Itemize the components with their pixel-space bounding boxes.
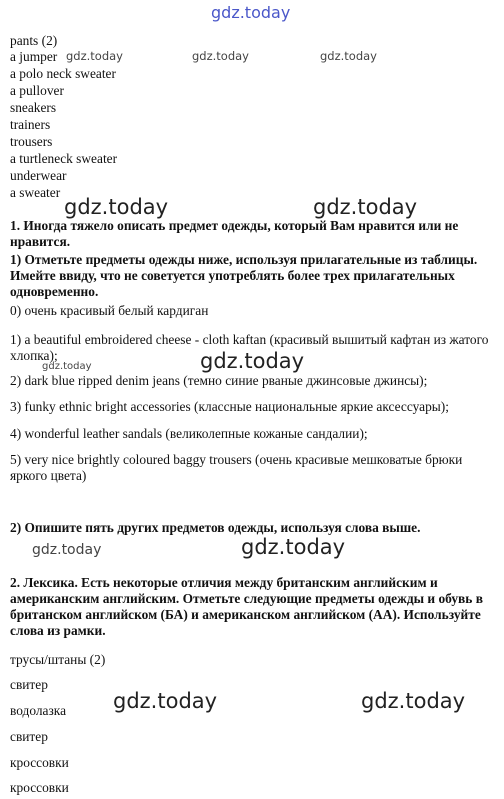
task2-item: свитер: [10, 677, 48, 692]
list-item: a turtleneck sweater: [10, 151, 118, 166]
watermark-large: gdz.today: [113, 689, 218, 713]
watermark-large: gdz.today: [313, 195, 418, 219]
watermark-large: gdz.today: [241, 535, 346, 559]
watermark-small: gdz.today: [66, 49, 123, 63]
task1-item: 1) a beautiful embroidered cheese - cloth kaftan (красивый вышитый кафтан из жатого хлопка);: [10, 332, 489, 363]
list-item: a jumper: [10, 49, 58, 64]
task2-item: кроссовки: [10, 755, 69, 770]
watermark-large: gdz.today: [64, 195, 169, 219]
task1-item: 2) dark blue ripped denim jeans (темно синие рваные джинсовые джинсы);: [10, 373, 428, 388]
watermark-large: gdz.today: [200, 349, 305, 373]
task2-item: кроссовки: [10, 780, 69, 795]
list-item: trainers: [10, 117, 51, 132]
watermark-small: gdz.today: [32, 542, 102, 558]
watermark-tiny: gdz.today: [42, 361, 92, 372]
list-item: sneakers: [10, 100, 57, 115]
watermark-small: gdz.today: [192, 49, 249, 63]
list-item: a pullover: [10, 83, 64, 98]
task2-item: трусы/штаны (2): [10, 652, 106, 667]
task1-item: 3) funky ethnic bright accessories (классные национальные яркие аксессуары);: [10, 399, 449, 414]
task1-sub2-heading: 2) Опишите пять других предметов одежды, используя слова выше.: [10, 520, 421, 535]
list-item: a polo neck sweater: [10, 66, 116, 81]
task2-item: свитер: [10, 729, 48, 744]
task1-example: 0) очень красивый белый кардиган: [10, 303, 209, 318]
task1-sub1-heading: 1) Отметьте предметы одежды ниже, используя прилагательные из таблицы. Имейте ввиду, что не советуется употреблять более трех прилагательных одновременно.: [10, 252, 478, 299]
list-item: a sweater: [10, 185, 61, 200]
watermark-small: gdz.today: [320, 49, 377, 63]
task1-item: 5) very nice brightly coloured baggy trousers (очень красивые мешковатые брюки яркого цвета): [10, 452, 463, 483]
list-item: trousers: [10, 134, 53, 149]
list-item: underwear: [10, 168, 67, 183]
watermark-large: gdz.today: [361, 689, 466, 713]
task2-heading: 2. Лексика. Есть некоторые отличия между британским английским и американским английским. Отметьте следующие предметы одежды и обувь в британском английском (БА) и американском английском (АА). Используйте слова из рамки.: [10, 575, 483, 638]
watermark-header: gdz.today: [211, 3, 291, 22]
task2-item: водолазка: [10, 703, 67, 718]
task1-heading: 1. Иногда тяжело описать предмет одежды, который Вам нравится или не нравится.: [10, 218, 459, 249]
list-item: pants (2): [10, 33, 58, 48]
task1-item: 4) wonderful leather sandals (великолепные кожаные сандалии);: [10, 426, 368, 441]
